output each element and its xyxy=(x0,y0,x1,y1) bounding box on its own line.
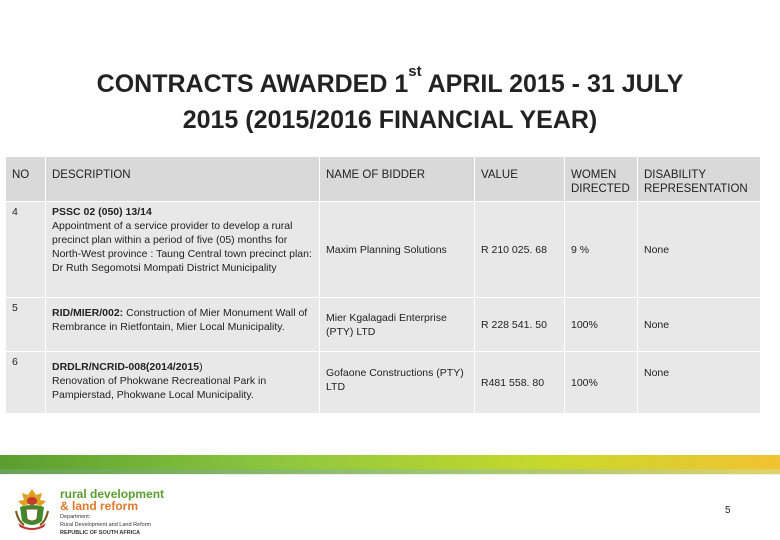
department-brand xyxy=(60,488,164,536)
dept-line2: Rural Development and Land Reform xyxy=(60,522,152,528)
footer-divider xyxy=(0,474,780,475)
table-header-row xyxy=(6,157,761,202)
header-women-line1: WOMEN xyxy=(571,169,617,181)
cell-women: 100% xyxy=(565,352,638,414)
page-number: 5 xyxy=(725,505,731,516)
contract-ref: DRDLR/NCRID-008(2014/2015 xyxy=(52,361,200,373)
cell-women: 100% xyxy=(565,298,638,352)
page-title xyxy=(0,63,780,138)
brand-line2: & land reform xyxy=(60,499,139,513)
coat-of-arms-icon xyxy=(12,487,52,533)
header-women-line2: DIRECTED xyxy=(571,183,630,195)
cell-description xyxy=(46,202,320,298)
contract-description: Renovation of Phokwane Recreational Park in Pampierstad, Phokwane Local Municipality. xyxy=(52,375,267,401)
cell-women: 9 % xyxy=(565,202,638,298)
dept-line3: REPUBLIC OF SOUTH AFRICA xyxy=(60,530,141,536)
table-row xyxy=(6,298,761,352)
header-disability xyxy=(638,157,761,202)
header-bidder: NAME OF BIDDER xyxy=(320,157,475,202)
cell-description xyxy=(46,298,320,352)
cell-bidder: Mier Kgalagadi Enterprise (PTY) LTD xyxy=(320,298,475,352)
cell-no: 4 xyxy=(6,202,46,298)
title-line1-pre: CONTRACTS AWARDED 1 xyxy=(96,70,409,98)
cell-bidder: Gofaone Constructions (PTY) LTD xyxy=(320,352,475,414)
cell-value: R 228 541. 50 xyxy=(475,298,565,352)
header-no: NO xyxy=(6,157,46,202)
cell-disability: None xyxy=(638,202,761,298)
contract-description: Construction of Mier Monument Wall of Rembrance in Rietfontain, Mier Local Municipality. xyxy=(52,307,308,333)
title-superscript: st xyxy=(408,63,422,80)
cell-no: 5 xyxy=(6,298,46,352)
table-row xyxy=(6,352,761,414)
cell-value: R 210 025. 68 xyxy=(475,202,565,298)
brand-line1: rural development xyxy=(60,487,165,501)
cell-disability: None xyxy=(638,352,761,414)
contract-description: Appointment of a service provider to develop a rural precinct plan within a period of five (05) months for North-West province : Taung Central town precinct plan: Dr Ruth Segomotsi Mompati District Municipality xyxy=(52,220,312,274)
title-line1-post: APRIL 2015 - 31 JULY xyxy=(421,70,684,98)
header-disability-line2: REPRESENTATION xyxy=(644,183,748,195)
title-line2: 2015 (2015/2016 FINANCIAL YEAR) xyxy=(182,106,598,134)
footer-green-band xyxy=(0,455,780,469)
cell-value: R481 558. 80 xyxy=(475,352,565,414)
cell-bidder: Maxim Planning Solutions xyxy=(320,202,475,298)
header-value: VALUE xyxy=(475,157,565,202)
contract-ref-suffix: ) xyxy=(199,361,203,373)
contract-ref: RID/MIER/002: xyxy=(52,307,124,319)
table-row xyxy=(6,202,761,298)
contract-ref: PSSC 02 (050) 13/14 xyxy=(52,206,152,218)
header-women-directed xyxy=(565,157,638,202)
header-disability-line1: DISABILITY xyxy=(644,169,706,181)
contracts-table xyxy=(5,156,761,414)
cell-description xyxy=(46,352,320,414)
cell-disability: None xyxy=(638,298,761,352)
header-description: DESCRIPTION xyxy=(46,157,320,202)
dept-line1: Department: xyxy=(60,514,91,520)
cell-no: 6 xyxy=(6,352,46,414)
